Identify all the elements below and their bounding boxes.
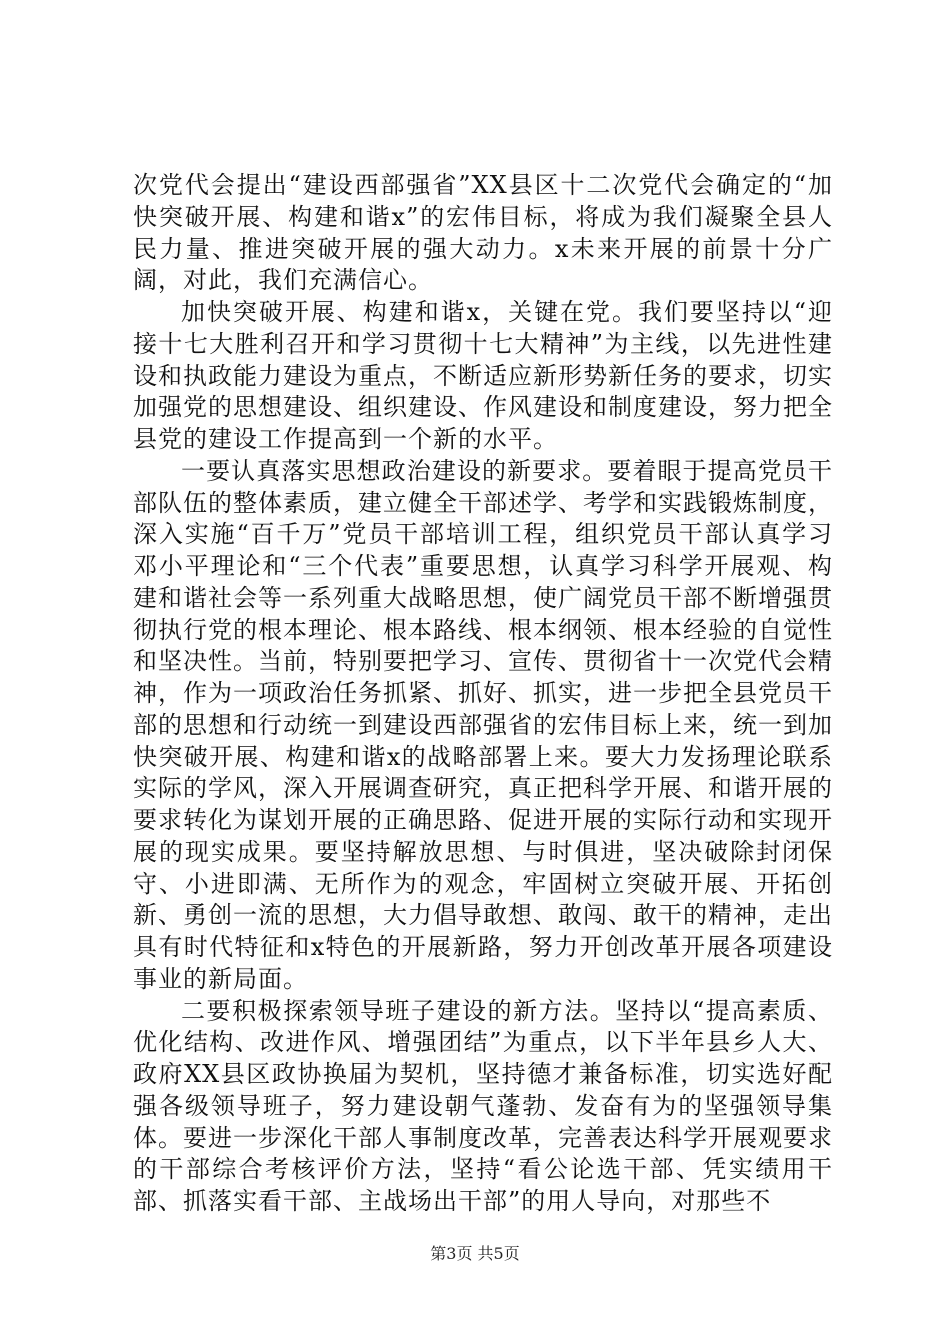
page-footer: 第3页 共5页: [430, 1244, 520, 1263]
paragraph-leadership-building: 二要积极探索领导班子建设的新方法。坚持以“提高素质、优化结构、改进作风、增强团结”为重点，以下半年县乡人大、政府XX县区政协换届为契机，坚持德才兼备标准，切实选好配强各级领导班子，努力建设朝气蓬勃、发奋有为的坚强领导集体。要进一步深化干部人事制度改革，完善表达科学开展观要求的干部综合考核评价方法，坚持“看公论选干部、凭实绩用干部、抓落实看干部、主战场出干部”的用人导向，对那些不: [133, 996, 833, 1215]
paragraph-party-building: 加快突破开展、构建和谐x，关键在党。我们要坚持以“迎接十七大胜利召开和学习贯彻十七大精神”为主线，以先进性建设和执政能力建设为重点，不断适应新形势新任务的要求，切实加强党的思想建设、组织建设、作风建设和制度建设，努力把全县党的建设工作提高到一个新的水平。: [133, 298, 833, 453]
document-body: [133, 170, 833, 1218]
paragraph-ideological-building: 一要认真落实思想政治建设的新要求。要着眼于提高党员干部队伍的整体素质，建立健全干部述学、考学和实践锻炼制度，深入实施“百千万”党员干部培训工程，组织党员干部认真学习邓小平理论和“三个代表”重要思想，认真学习科学开展观、构建和谐社会等一系列重大战略思想，使广阔党员干部不断增强贯彻执行党的根本理论、根本路线、根本纲领、根本经验的自觉性和坚决性。当前，特别要把学习、宣传、贯彻省十一次党代会精神，作为一项政治任务抓紧、抓好、抓实，进一步把全县党员干部的思想和行动统一到建设西部强省的宏伟目标上来，统一到加快突破开展、构建和谐x的战略部署上来。要大力发扬理论联系实际的学风，深入开展调查研究，真正把科学开展、和谐开展的要求转化为谋划开展的正确思路、促进开展的实际行动和实现开展的现实成果。要坚持解放思想、与时俱进，坚决破除封闭保守、小进即满、无所作为的观念，牢固树立突破开展、开拓创新、勇创一流的思想，大力倡导敢想、敢闯、敢干的精神，走出具有时代特征和x特色的开展新路，努力开创改革开展各项建设事业的新局面。: [133, 456, 833, 993]
paragraph-continuation: 次党代会提出“建设西部强省”XX县区十二次党代会确定的“加快突破开展、构建和谐x”的宏伟目标，将成为我们凝聚全县人民力量、推进突破开展的强大动力。x未来开展的前景十分广阔，对此，我们充满信心。: [133, 171, 833, 295]
